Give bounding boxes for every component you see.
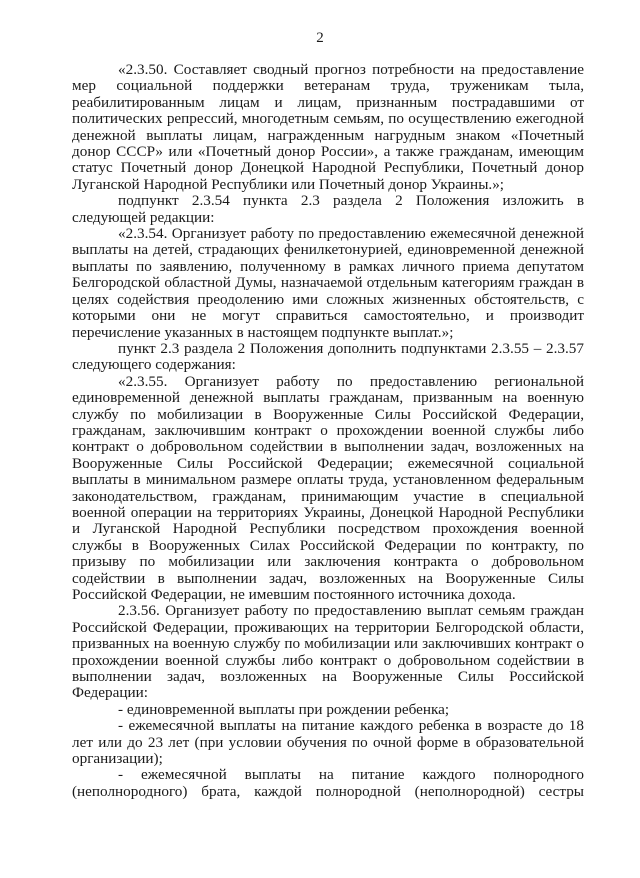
document-body <box>72 62 584 800</box>
paragraph-amend-2-3-54: подпункт 2.3.54 пункта 2.3 раздела 2 Положения изложить в следующей редакции: <box>72 192 584 226</box>
list-item-birth-payment: - единовременной выплаты при рождении ребенка; <box>118 700 450 718</box>
paragraph-2-3-56: 2.3.56. Организует работу по предоставлению выплат семьям граждан Российской Федерации, проживающих на территории Белгородской области, призванных на военную службу по мобилизации или заключивших контракт о прохождении военной службы либо контракт о добровольном содействии в выполнении задач, возложенных на Вооруженные Силы Российской Федерации: <box>72 602 584 702</box>
paragraph-add-2-3-55-57: пункт 2.3 раздела 2 Положения дополнить подпунктами 2.3.55 – 2.3.57 следующего содержания: <box>72 339 584 374</box>
paragraph-2-3-54: «2.3.54. Организует работу по предоставлению ежемесячной денежной выплаты на детей, страдающих фенилкетонурией, единовременной денежной выплаты по заявлению, полученному в рамках личного приема депутатом Белгородской областной Думы, назначаемой отдельным категориям граждан в целях содействия преодолению ими сложных жизненных обстоятельств, с которыми они не могут справиться самостоятельно, и производит перечисление указанных в настоящем подпункте выплат.»; <box>72 225 584 341</box>
page-number: 2 <box>316 30 324 46</box>
list-item-sibling-nutrition: - ежемесячной выплаты на питание каждого полнородного (неполнородного) брата, каждой полнородной (неполнородной) сестры <box>72 766 584 800</box>
paragraph-2-3-50: «2.3.50. Составляет сводный прогноз потребности на предоставление мер социальной поддержки ветеранам труда, труженикам тыла, реабилитированным лицам и лицам, признанным пострадавшими от политических репрессий, многодетным семьям, по осуществлению ежегодной денежной выплаты лицам, награжденным нагрудным знаком «Почетный донор СССР» или «Почетный донор России», а также гражданам, имеющим статус Почетный донор Донецкой Народной Республики, Почетный донор Луганской Народной Республики или Почетный донор Украины.»; <box>72 61 584 193</box>
list-item-child-nutrition: - ежемесячной выплаты на питание каждого ребенка в возрасте до 18 лет или до 23 лет (при условии обучения по очной форме в образовательной организации); <box>72 717 584 768</box>
paragraph-2-3-55: «2.3.55. Организует работу по предоставлению региональной единовременной денежной выплаты гражданам, призванным на военную службу по мобилизации в Вооруженные Силы Российской Федерации, гражданам, заключившим контракт о прохождении военной службы либо контракт о добровольном содействии в выполнении задач, возложенных на Вооруженные Силы Российской Федерации; ежемесячной социальной выплаты в минимальном размере оплаты труда, установленном федеральным законодательством, гражданам, принимающим участие в специальной военной операции на территориях Украины, Донецкой Народной Республики и Луганской Народной Республики посредством прохождения военной службы в Вооруженных Силах Российской Федерации по контракту, по призыву по мобилизации или заключения контракта о добровольном содействии в выполнении задач, возложенных на Вооруженные Силы Российской Федерации, не имевшим постоянного источника дохода. <box>72 372 584 603</box>
